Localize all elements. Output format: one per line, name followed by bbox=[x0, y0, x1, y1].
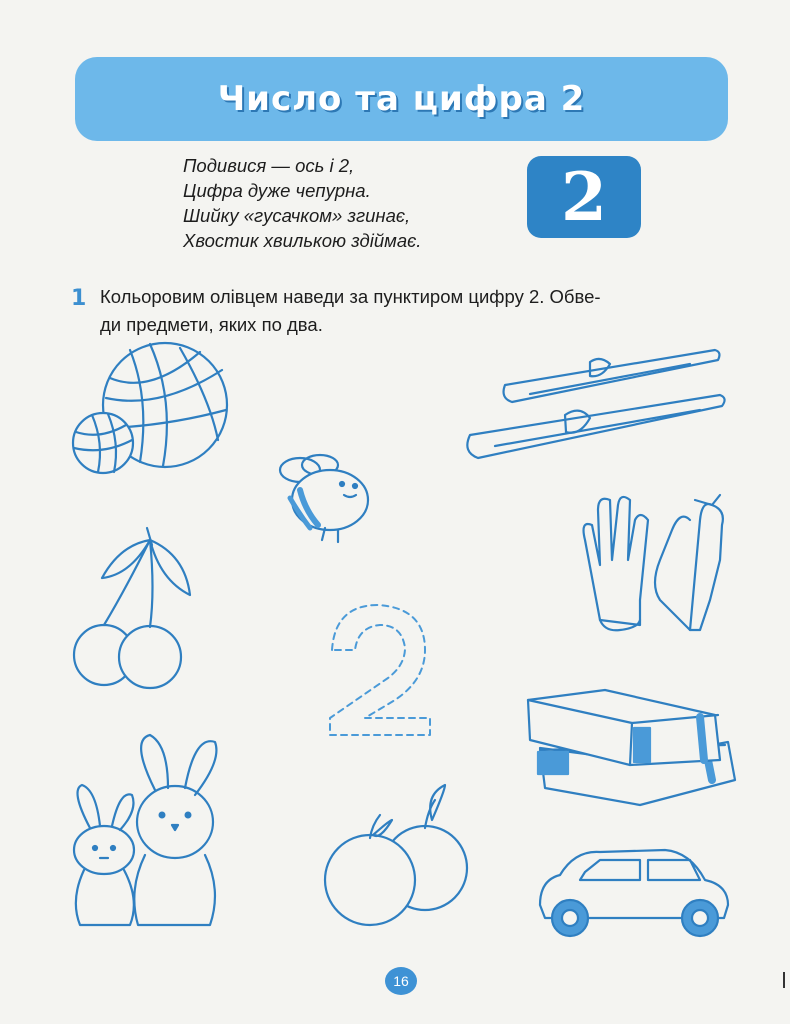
volleyball-icon[interactable] bbox=[73, 343, 227, 473]
skis-icon[interactable] bbox=[467, 350, 724, 458]
poem-line: Подивися — ось і 2, bbox=[183, 155, 355, 176]
edge-mark bbox=[783, 972, 790, 988]
digit-label: 2 bbox=[561, 158, 607, 236]
poem-line: Шийку «гусачком» згинає, bbox=[183, 205, 411, 226]
traced-digit-2[interactable] bbox=[330, 605, 430, 735]
cherries-icon[interactable] bbox=[74, 528, 190, 688]
apples-icon[interactable] bbox=[325, 785, 467, 925]
poem-line: Хвостик хвилькою здіймає. bbox=[183, 230, 422, 251]
gloves-icon[interactable] bbox=[584, 495, 723, 630]
task-number: 1 bbox=[71, 286, 87, 311]
page-number: 16 bbox=[385, 967, 417, 995]
bee-icon[interactable] bbox=[280, 455, 368, 542]
page-title: Число та цифра 2 bbox=[217, 79, 586, 119]
rabbits-icon[interactable] bbox=[74, 735, 216, 925]
task-line: ди предмети, яких по два. bbox=[100, 314, 323, 335]
car-icon[interactable] bbox=[540, 850, 728, 936]
poem-line: Цифра дуже чепурна. bbox=[183, 180, 371, 201]
books-icon[interactable] bbox=[528, 690, 735, 805]
task-line: Кольоровим олівцем наведи за пунктиром цифру 2. Обве- bbox=[100, 286, 601, 307]
